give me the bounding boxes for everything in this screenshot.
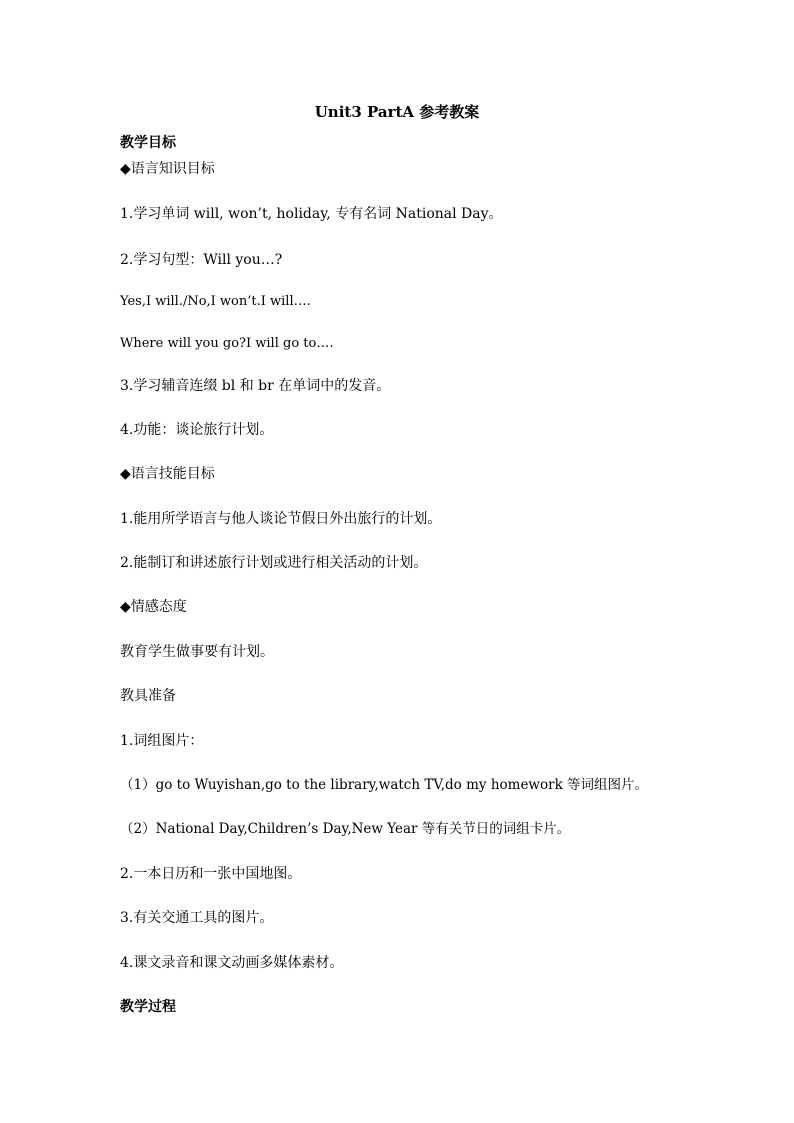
subheading-language-skills: ◆语言技能目标 [120, 466, 215, 482]
paragraph-sentence-patterns: 2.学习句型：Will you…? [120, 252, 283, 268]
paragraph-aid-4: 4.课文录音和课文动画多媒体素材。 [120, 955, 344, 971]
paragraph-aid-3: 3.有关交通工具的图片。 [120, 910, 274, 926]
paragraph-phonics: 3.学习辅音连缀 bl 和 br 在单词中的发音。 [120, 378, 391, 394]
heading-teaching-objectives: 教学目标 [120, 135, 176, 151]
paragraph-skill-1: 1.能用所学语言与他人谈论节假日外出旅行的计划。 [120, 511, 442, 527]
example-question: Where will you go?I will go to…. [120, 336, 334, 351]
example-answer: Yes,I will./No,I won’t.I will…. [120, 294, 311, 309]
heading-teaching-aids: 教具准备 [120, 688, 176, 704]
paragraph-aid-1: 1.词组图片： [120, 733, 204, 749]
subheading-attitude: ◆情感态度 [120, 599, 187, 615]
paragraph-function: 4.功能：谈论旅行计划。 [120, 422, 274, 438]
paragraph-aid-2: 2.一本日历和一张中国地图。 [120, 866, 302, 882]
document-title: Unit3 PartA 参考教案 [314, 103, 480, 121]
subheading-language-knowledge: ◆语言知识目标 [120, 161, 215, 177]
paragraph-aid-1-item-1: （1）go to Wuyishan,go to the library,watch TV,do my homework 等词组图片。 [120, 777, 649, 793]
paragraph-vocabulary: 1.学习单词 will, won’t, holiday, 专有名词 National Day。 [120, 206, 503, 222]
paragraph-skill-2: 2.能制订和讲述旅行计划或进行相关活动的计划。 [120, 555, 428, 571]
paragraph-aid-1-item-2: （2）National Day,Children’s Day,New Year 等有关节日的词组卡片。 [120, 821, 571, 837]
heading-teaching-process: 教学过程 [120, 999, 176, 1015]
paragraph-attitude: 教育学生做事要有计划。 [120, 644, 274, 660]
